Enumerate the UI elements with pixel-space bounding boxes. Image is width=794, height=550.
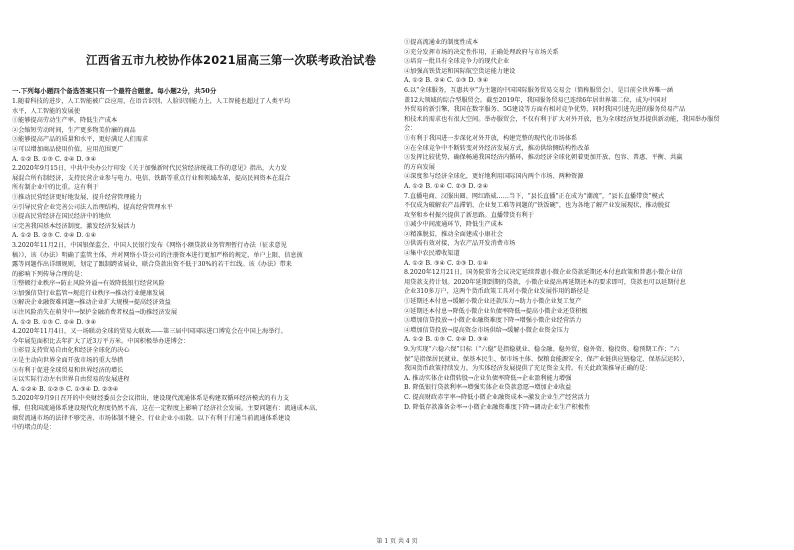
exam-title: 江西省五市九校协作体2021届高三第一次联考政治试卷 [86,53,377,67]
text-line: ②精准脱贫，推动全面建成小康社会 [404,230,503,238]
text-line: 保”是指保居民就业、保基本民生、保市场主体、保粮食能源安全、保产业链供应链稳定、保基层运转）， [404,355,689,363]
text-line: ②会缩短劳动时间，生产更多物美价廉的商品 [12,126,136,134]
text-line: 稿）》，该《办法》明确了监管主体，并对网络小贷公司的注册资本进行更加严格的规定，单户上限、信息披 [12,251,303,259]
text-line: 的影响下列传导合理的是： [12,270,87,278]
text-line: ③有利于促进全球贸易和世界经济的增长 [12,366,124,374]
text-line: 我国货币政策持续发力，为实体经济发展提供了充足资金支持。有关此政策推导正确的是： [404,365,652,373]
text-line: ④增加信贷投放→提高资金市场供给→缓解小微企业资金压力 [404,326,570,334]
text-line: ④可以增加商品使用价值，应用范围更广 [12,145,124,153]
text-line: ②引导民营企业完善公司法人治理结构，提高经营管理水平 [12,203,173,211]
text-line: A. ①② B. ②③ C. ②④ D. ①④ [12,232,97,240]
text-line: 攻坚和乡村振兴提供了新思路。直播带货有利于 [404,211,534,219]
text-line: ③增加信贷投放→小微企业融资难度下降→增强小微企业经营活力 [404,317,582,325]
text-line: A. ①② B. ②④ C. ①③ D. ③④ [404,77,489,85]
text-line: ④集中农民增收渠道 [404,250,460,258]
text-line: 外贸易的新引擎，我国在数字服务、5G建设等方面有相对竞争优势，同时我国引进先进的服务贸易产品 [404,106,686,114]
text-line: C. 提高财政赤字率→降低小微企业融资成本→激发企业生产经营活力 [404,393,590,401]
text-line: 和技术的需求也有很大空间。举办服贸会，不仅有利于扩大对外开放，也为全球经济复苏提供新动能，我国举办服贸 [404,115,720,123]
text-line: 不仅成为破解农产品滞销、企业复工难等问题的“铁饭碗”，也为各地了解产业发展现状，推动脱贫 [404,202,671,210]
text-line: ①延期还本付息→缓解小微企业还款压力→助力小微企业复工复产 [404,298,582,306]
left-column [12,97,390,433]
text-line: ③解决企业融资难问题→推动企业扩大规模→提高经济效益 [12,299,171,307]
text-line: 商贸流通市场的法律不够完善、市场体制不健全、行业企业小而散。以下有利于打通当前流通体系建设 [12,414,291,422]
text-line: A. ①② B. ①③ C. ②④ D. ③④ [12,318,97,326]
text-line: A. 推动实体企业借转股→企业负债率降低→企业盈利能力增强 [404,374,572,382]
text-line: ④以实际行动左右世界自由贸易的发展进程 [12,376,130,384]
text-line: 展混合所有制经济，支持民营企业参与电力、电信、铁路等重点行业和领域改革，提高民间资本在混合 [12,174,291,182]
text-line: A. ①② B. ①③ C. ②④ D. ③④ [404,336,489,344]
text-line: A. ①②④ B. ①②③ C. ①③④ D. ②③④ [12,385,119,393]
text-line: ①彰显支持贸易自由化和经济全球化的决心 [12,347,130,355]
text-line: ①有利于我国进一步深化对外开放，构建完整的现代化市场体系 [404,134,578,142]
text-line: ③提高民营经济在国民经济中的地位 [12,213,111,221]
text-line: 企业310多万户，这两个货币政策工具对小微企业发展作用的路径是 [404,288,590,296]
text-line: 用贷款支持计划。2020年延期到期的贷款，小微企业提出再延期还本的要求即可，贷款也可以延期付息 [404,278,686,286]
text-line: ①提高流通业的制度性成本 [404,39,479,46]
text-line: 7.直播电商、汉服出圈、网红路威……当下，“县长直播”正在成为“潮流”，“县长直播带货”模式 [404,192,665,200]
text-line: 3.2020年11月2日，中国银保监会、中国人民银行发布《网络小额贷款业务管理暂行办法（征求意见 [12,241,287,249]
text-line: ③能够提高产品的质量和水平，更好满足人们需求 [12,136,149,144]
text-line: 9.为实现“六稳六保”目标（“六稳”是指稳就业、稳金融、稳外贸、稳外资、稳投资、稳预期工作；“六 [404,346,680,353]
text-line: ④加强高铁货运和国际航空货运能力建设 [404,67,516,75]
text-line: 中的堵点的是： [12,424,56,432]
text-line: 4.2020年11月4日，又一场联动全球的贸易大联欢——第三届中国国际进口博览会在中国上海举行。 [12,328,287,336]
text-line: D. 降低存款准备金率→小微企业融资难度下降→调动企业生产积极性 [404,403,591,411]
text-line: B. 降低银行贷款利率→增强实体企业贷款意愿→增加企业收益 [404,384,572,392]
text-line: ②在全球竞争中不断转变对外经济发展方式，推动供给侧结构性改革 [404,144,590,152]
text-line: 盖12大领域的综合型服贸会。截至2019年，我国服务贸易已连续6年居世界第二位，成为中国对 [404,96,667,104]
text-line: A. ①② B. ③④ C. ②③ D. ①④ [404,259,489,267]
text-line: 水平，人工智能的发展使 [12,107,81,115]
text-line: 1.随着科技的进步，人工智能被广泛应用，在语音识别、人脸识别能力上，人工智能也超过了人类平均 [12,98,291,105]
text-line: 的方向发展 [404,163,435,171]
text-line: ②延期还本付息→降低小微企业负债率降低→提高小微企业还贷积极 [404,307,588,315]
page-footer: 第 1 页 共 4 页 [376,538,418,545]
text-line: 8.2020年12月21日，国务院常务会议决定延续普惠小微企业贷款延期还本付息政策和普惠小微企业信 [404,269,683,277]
right-column [404,38,782,412]
text-line: ②加强信贷行业监管→规范行业秩序→推动行业健康发展 [12,289,165,297]
text-line: ③发挥比较优势，确保畅通我国经济内循环，推动经济全球化朝着更加开放、包容、普惠、平衡、共赢 [404,154,683,162]
text-line: ②是主动向世界全面开放市场的重大举措 [12,357,124,365]
text-line: 所有制企业中的比重。这有利于 [12,184,99,192]
text-line: 6.以“全球服务，互惠共享”为主题的中国国际服务贸易交易会（简称服贸会），是目前全世界唯一涵 [404,86,674,94]
text-line: ①推动民营经济更好地发展，提升经营管理能力 [12,193,142,201]
section-header: 一.下列每小题四个备选答案只有一个最符合题意。每小题2分，共50分 [12,87,217,95]
text-line: A. ①② B. ①③ C. ②④ D. ③④ [12,155,97,163]
text-line: 5.2020年9月9日召开的中央财经委员会会议指出，建设现代流通体系是构建双循环经济模式的有力支 [12,395,290,403]
text-line: A. ①② B. ①④ C. ②③ D. ②④ [404,182,489,190]
text-line: ④完善我国基本经济制度，激发经济发展活力 [12,222,136,230]
text-line: 2.2020年9月15日，中共中央办公厅印发《关于加强新时代民营经济统战工作的意见》指出，大力发 [12,165,287,173]
text-line: ③培育一批具有全球竞争力的现代企业 [404,58,510,66]
text-line: ③供需有效对接，为农产品开发消费市场 [404,240,516,248]
text-line: ①能够提高劳动生产率，降低生产成本 [12,117,118,125]
text-line: ④深度参与经济全球化，更好地利用国际国内两个市场、两种资源 [404,173,584,181]
text-line: ①整顿行业秩序→防止风险外溢→有效降低银行经营风险 [12,280,165,288]
text-line: 会： [404,125,417,133]
text-line: ①减少中间流通环节，降低生产成本 [404,221,503,229]
text-line: ②充分发挥市场的决定性作用，正确处理政府与市场关系 [404,48,559,56]
text-line: 今年展览面积比去年扩大了近3万平方米。中国积极举办进博会： [12,337,190,345]
text-line: 露等问题作出详细规则，划定了跟制跨省展业，联合贷款出资不低于30%的若干红线。该《办法》带来 [12,261,292,269]
text-line: 撑，但我国流通体系建设现代化程度仍然不高，这在一定程度上影响了经济社会发展。主要问题有：流通成本高、 [12,405,322,412]
text-line: ④注风险消失在萌芽中→保护金融消费者权益→助推经济发展 [12,309,178,317]
